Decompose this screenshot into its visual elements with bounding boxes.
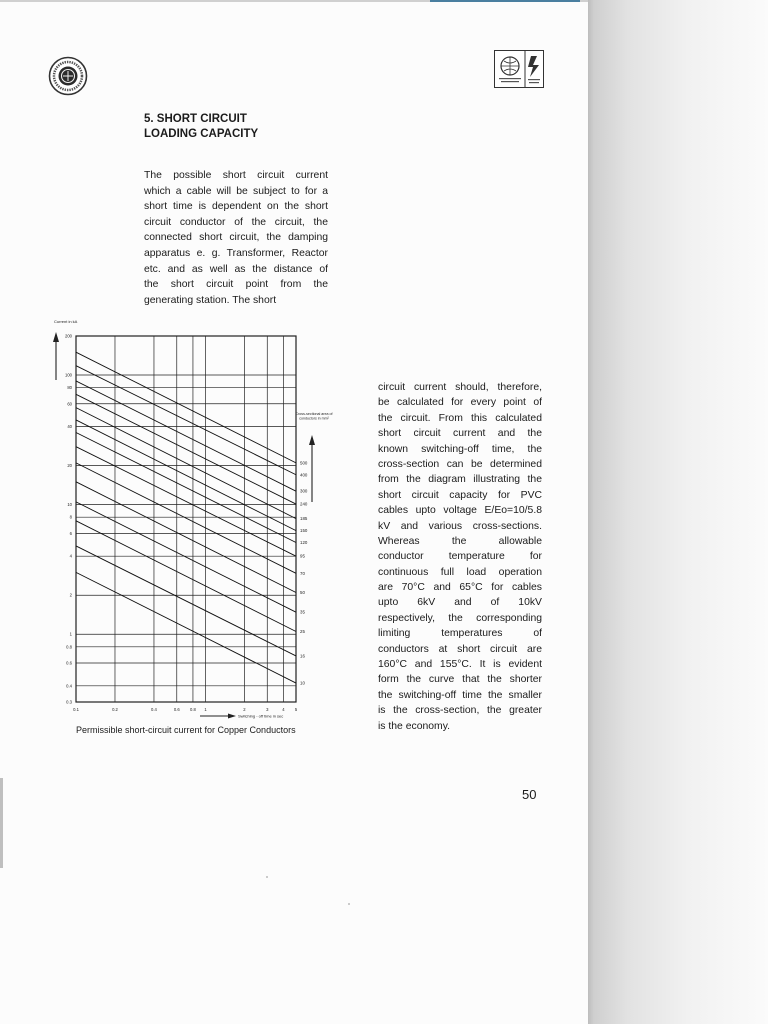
- top-strip: [430, 0, 580, 2]
- paragraph-line: are 70°C and 65°C for cables: [378, 582, 542, 594]
- y-tick-label: 4: [69, 553, 72, 559]
- paragraph-line: known switching-off time, the: [378, 443, 542, 455]
- paragraph-line: respectively, the corresponding: [378, 612, 542, 624]
- paragraph-line: The possible short circuit current: [144, 170, 328, 181]
- paragraph-line: which a cable will be subject to for a: [144, 185, 328, 197]
- y-tick-label: 40: [67, 424, 72, 430]
- paragraph-line: 160°C and 155°C. It is evident: [378, 659, 542, 671]
- paragraph-line: etc. and as well as the distance of: [144, 263, 328, 275]
- scan-mark: [0, 778, 3, 868]
- paragraph-line: limiting temperatures of: [378, 628, 542, 640]
- page-number: 50: [522, 787, 537, 802]
- y-tick-label: 0.3: [66, 699, 72, 705]
- series-label: 25: [300, 628, 305, 634]
- chart-caption: Permissible short-circuit current for Copper Conductors: [76, 725, 296, 735]
- series-label: 16: [300, 653, 305, 659]
- paragraph-line: connected short circuit, the damping: [144, 232, 328, 244]
- series-label: 50: [300, 589, 305, 595]
- heading-line: LOADING CAPACITY: [144, 128, 259, 140]
- heading-line: 5. SHORT CIRCUIT: [144, 113, 247, 125]
- series-label: 500: [300, 460, 308, 466]
- short-circuit-chart: [50, 312, 340, 732]
- paragraph-line: the circuit. From this calculated: [378, 412, 542, 424]
- y-tick-label: 8: [69, 514, 72, 520]
- paragraph-line: short circuit capacity for PVC: [378, 489, 542, 501]
- paragraph-line: from the diagram illustrating the: [378, 474, 542, 486]
- x-axis-label: Switching - off time in sec: [238, 713, 284, 719]
- paragraph-line: short circuit current and the: [378, 428, 542, 440]
- series-line: [76, 546, 296, 656]
- paragraph-line: cables upto voltage E/Eo=10/5.8: [378, 505, 542, 517]
- series-axis-label: [296, 412, 333, 421]
- y-tick-label: 10: [67, 502, 72, 508]
- series-line: [76, 352, 296, 463]
- y-tick-label: 6: [69, 530, 72, 536]
- intro-paragraph: [144, 168, 328, 308]
- series-label: 400: [300, 472, 308, 478]
- x-tick-label: 4: [282, 707, 285, 712]
- y-tick-label: 0.6: [66, 660, 72, 666]
- iso-certification-icon: [494, 50, 544, 88]
- paragraph-line: the short circuit point from the: [144, 279, 328, 291]
- paragraph-line: the switching-off time the smaller: [378, 689, 542, 701]
- paragraph-line: continuous full load operation: [378, 566, 542, 578]
- y-axis-arrow-head: [53, 332, 59, 342]
- paragraph-line: is the economy.: [378, 720, 450, 732]
- y-tick-label: 100: [65, 372, 72, 378]
- series-line: [76, 420, 296, 531]
- paragraph-line: kV and various cross-sections.: [378, 520, 542, 532]
- paragraph-line: is the cross-section, the greater: [378, 705, 542, 717]
- series-label: 300: [300, 488, 308, 494]
- paragraph-line: upto 6kV and of 10kV: [378, 597, 542, 609]
- series-line: [76, 366, 296, 475]
- x-tick-label: 0.4: [151, 707, 157, 712]
- scan-speck: [266, 876, 268, 878]
- paragraph-line: Whereas the allowable: [378, 535, 542, 547]
- y-tick-label: 200: [65, 333, 72, 339]
- x-tick-label: 5: [294, 707, 298, 712]
- series-label: 10: [300, 680, 305, 686]
- paragraph-line: be calculated for every point of: [378, 397, 542, 409]
- y-tick-label: 0.4: [66, 683, 72, 689]
- y-tick-label: 0.8: [66, 644, 72, 650]
- series-label: 95: [300, 553, 305, 559]
- paragraph-line: conductor temperature for: [378, 551, 542, 563]
- series-label: 120: [300, 540, 308, 546]
- paragraph-line: circuit conductor of the circuit, the: [144, 216, 328, 228]
- x-tick-label: 0.8: [190, 707, 196, 712]
- scan-speck: [348, 903, 350, 905]
- section-heading: [144, 112, 364, 142]
- y-tick-label: 20: [67, 463, 72, 469]
- paragraph-line: circuit current should, therefore,: [378, 382, 542, 393]
- paragraph-line: short time is dependent on the short: [144, 201, 328, 213]
- series-label: 35: [300, 609, 305, 615]
- y-tick-label: 80: [67, 385, 72, 391]
- y-tick-label: 2: [69, 592, 72, 598]
- series-label: 240: [300, 501, 308, 507]
- company-seal-icon: [48, 56, 88, 96]
- x-tick-label: 0.1: [73, 707, 79, 712]
- series-label: 150: [300, 528, 308, 534]
- x-tick-label: 2: [243, 707, 246, 712]
- series-label: 70: [300, 570, 305, 576]
- paragraph-line: generating station. The short: [144, 294, 277, 306]
- x-axis-arrow-head: [228, 714, 236, 719]
- y-tick-label: 60: [67, 401, 72, 407]
- x-tick-label: 3: [266, 707, 269, 712]
- x-tick-label: 0.6: [173, 707, 180, 712]
- x-tick-label: 1: [204, 707, 207, 712]
- body-paragraph: [378, 380, 542, 734]
- y-axis-label: Current in kA: [54, 319, 78, 324]
- series-axis-label-line: conductors in mm²: [299, 416, 329, 421]
- series-axis-arrow-head: [309, 435, 315, 445]
- paragraph-line: apparatus e. g. Transformer, Reactor: [144, 247, 328, 259]
- series-axis-label-line: Cross-sectional area of: [295, 412, 333, 416]
- x-tick-label: 0.2: [112, 707, 118, 712]
- paragraph-line: form the curve that the shorter: [378, 674, 542, 686]
- y-tick-label: 1: [69, 631, 72, 637]
- page-shadow: [588, 0, 768, 1024]
- paragraph-line: conductors at short circuit are: [378, 643, 542, 655]
- series-label: 185: [300, 516, 308, 522]
- paragraph-line: cross-section can be determined: [378, 458, 542, 470]
- series-line: [76, 381, 296, 491]
- series-line: [76, 572, 296, 683]
